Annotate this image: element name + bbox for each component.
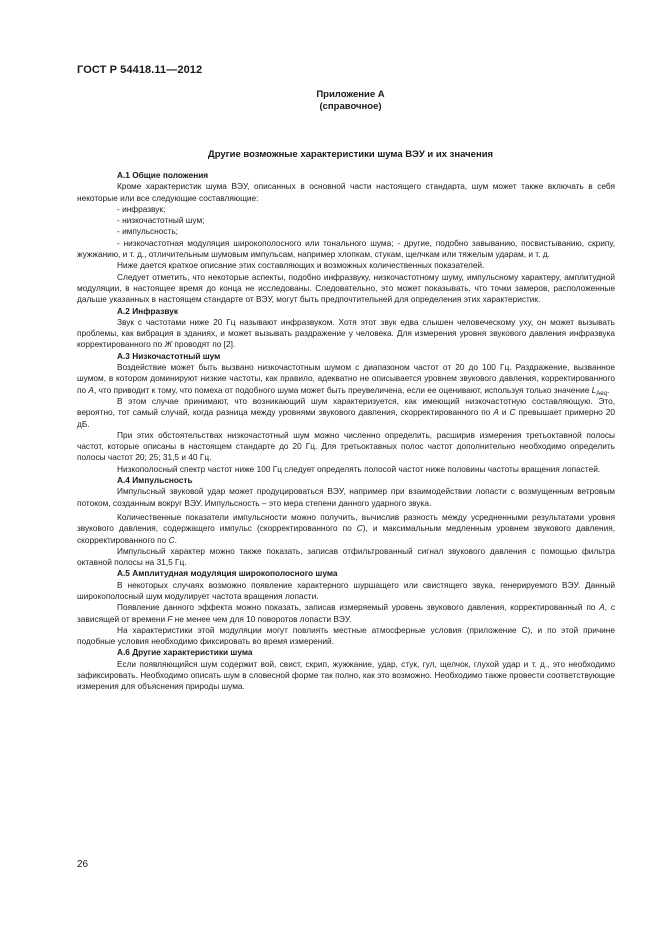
paragraph: Низкополосный спектр частот ниже 100 Гц следует определять полосой частот ниже половины частоты вращения лопастей. bbox=[117, 463, 601, 474]
paragraph: Если появляющийся шум содержит вой, свист, скрип, жужжание, удар, стук, гул, щелчок, глухой удар и т. д., это необходимо зафиксировать. Необходимо описать шум в словесной форме так полно, как это возможно. Необходимо также провести соответствующие измерения для объяснения природы шума. bbox=[77, 658, 615, 692]
document-body bbox=[77, 170, 615, 693]
annex-heading: Другие возможные характеристики шума ВЭУ и их значения bbox=[207, 149, 494, 160]
section-heading-a2: А.2 Инфразвук bbox=[117, 305, 179, 316]
paragraph: При этих обстоятельствах низкочастотный шум можно численно определить, расширив измерения третьоктавной полосы частот, которые описаны в настоящем стандарте до 20 Гц. Для третьоктавных полос частот дополнительно необходимо определить полосы частот 20; 25; 31,5 и 40 Гц. bbox=[77, 429, 615, 463]
annex-title: Приложение А bbox=[316, 89, 385, 100]
section-heading-a5: А.5 Амплитудная модуляция широкополосного шума bbox=[117, 568, 338, 579]
paragraph: Количественные показатели импульсности можно получить, вычислив разность между усредненными результатами уровня звукового давления, содержащего импульс (скорректированного по С), и максимальным медленным уровнем звукового давления, скорректированного по С. bbox=[77, 511, 615, 545]
standard-header: ГОСТ Р 54418.11—2012 bbox=[77, 64, 203, 76]
list-item: - импульсность; bbox=[117, 226, 178, 237]
paragraph: Ниже дается краткое описание этих составляющих и возможных количественных показателей. bbox=[117, 260, 485, 271]
section-heading-a1: А.1 Общие положения bbox=[117, 170, 209, 180]
paragraph: Импульсный характер можно также показать, записав отфильтрованный сигнал звукового давления с помощью фильтра октавной полосы на 31,5 Гц. bbox=[77, 545, 615, 568]
paragraph: Воздействие может быть вызвано низкочастотным шумом с диапазоном частот от 20 до 100 Гц. Раздражение, вызванное шумом, в котором доминируют низкие частоты, как правило, адекватно не описывается уровнем звукового давления, корректированного по А, что приводит к тому, что помеха от подобного шума может быть преувеличена, если ее оценивают, используя только значение $L_{Aeq}$. bbox=[77, 362, 615, 397]
paragraph: В этом случае принимают, что возникающий шум характеризуется, как имеющий низкочастотную составляющую. Это, вероятно, тот самый случай, когда разница между уровнями звукового давления, скорректированного по А и С превышает примерно 20 дБ. bbox=[77, 395, 615, 429]
paragraph: Появление данного эффекта можно показать, записав измеряемый уровень звукового давления, корректированный по А, с зависящей от времени F не менее чем для 10 поворотов лопасти ВЭУ. bbox=[77, 602, 616, 624]
paragraph: Следует отметить, что некоторые аспекты, подобно инфразвуку, низкочастотному шуму, импульсному характеру, амплитудной модуляции, в настоящее время до конца не исследованы. Следовательно, это может показывать, что точки замеров, расположенные дальше указанных в настоящем стандарте от ВЭУ, могут быть предпочтительней для определения этих характеристик. bbox=[77, 271, 615, 305]
paragraph: Звук с частотами ниже 20 Гц называют инфразвуком. Хотя этот звук едва слышен человеческому уху, он может вызывать проблемы, как вибрация в зданиях, и может вызывать раздражение у человека. Для измерения уровня звукового давления инфразвука корректированного по Ж проводят по [2]. bbox=[77, 316, 615, 350]
list-item: - низкочастотная модуляция широкополосного или тонального шума; - другие, подобно завыванию, посвистыванию, скрипу, жужжанию, и т. д., отличительным шумовым импульсам, например хлопкам, стукам, щелчкам или тяжелым ударам, и т. д. bbox=[77, 237, 615, 260]
annex-type: (справочное) bbox=[319, 101, 382, 112]
paragraph: Импульсный звуковой удар может продуцироваться ВЭУ, например при взаимодействии лопасти с возмущенным ветровым потоком, созданным вокруг ВЭУ. Импульсность – это мера степени данного ударного звука. bbox=[77, 486, 615, 508]
list-item: - инфразвук; bbox=[117, 203, 166, 214]
paragraph: В некоторых случаях возможно появление характерного шуршащего или свистящего звука, генерируемого ВЭУ. Данный широкополосный шум модулирует частота вращения лопасти. bbox=[77, 579, 615, 601]
paragraph: Кроме характеристик шума ВЭУ, описанных в основной части настоящего стандарта, шум может также включать в себя некоторые или все следующие составляющие: bbox=[77, 181, 615, 203]
section-heading-a3: А.3 Низкочастотный шум bbox=[117, 350, 221, 361]
annex-label bbox=[0, 89, 661, 113]
paragraph: На характеристики этой модуляции могут повлиять местные атмосферные условия (приложение С), и по этой причине подобные условия необходимо фиксировать во время измерений. bbox=[77, 624, 615, 647]
section-heading-a6: А.6 Другие характеристики шума bbox=[117, 647, 253, 658]
section-heading-a4: А.4 Импульсность bbox=[117, 475, 193, 486]
page-number: 26 bbox=[77, 859, 89, 870]
list-item: - низкочастотный шум; bbox=[117, 215, 205, 226]
